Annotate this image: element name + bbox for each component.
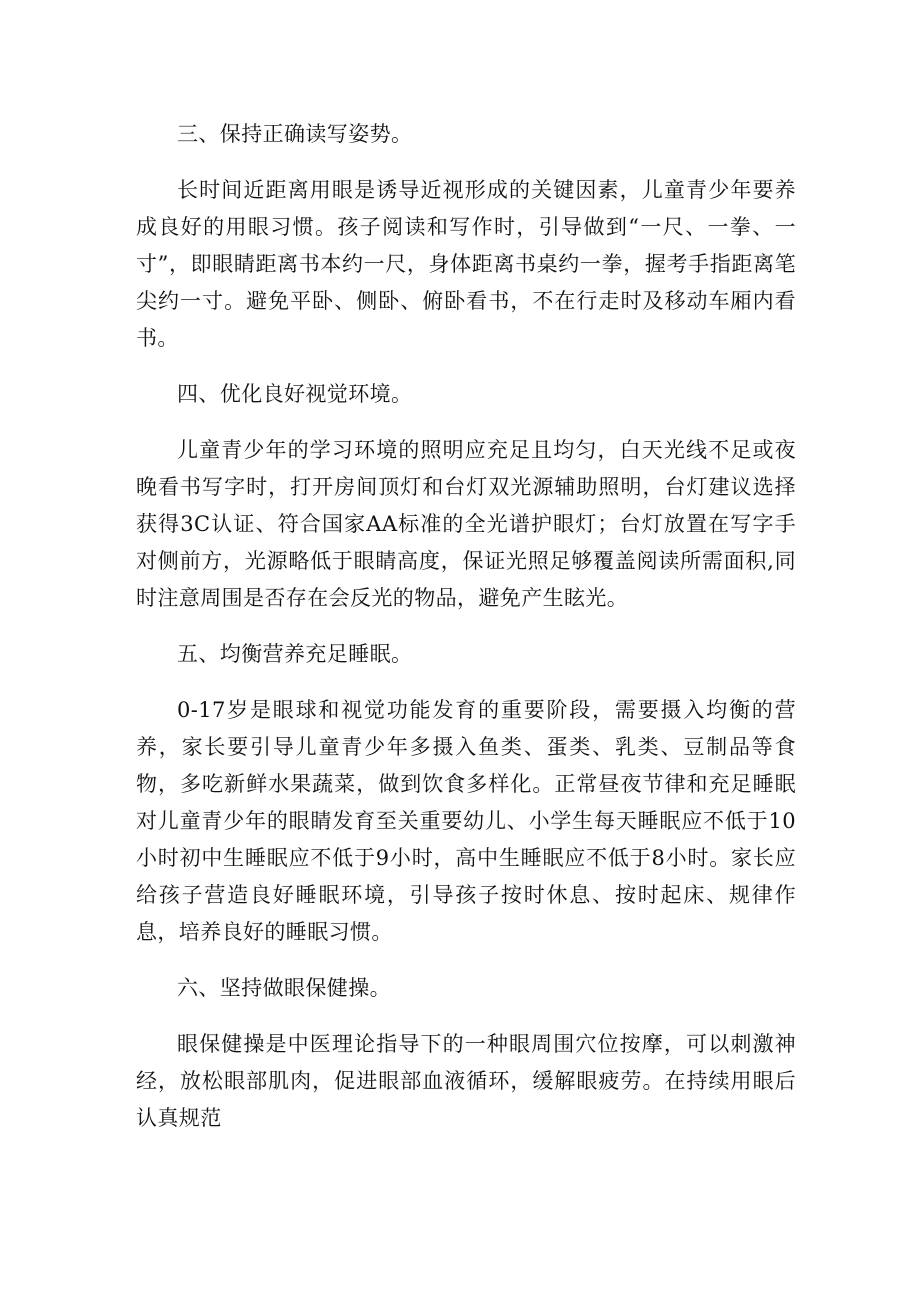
section-heading-6: 六、坚持做眼保健操。 <box>177 976 391 1000</box>
section-paragraph-5: 0-17岁是眼球和视觉功能发育的重要阶段，需要摄入均衡的营养，家长要引导儿童青少年多摄入鱼类、蛋类、乳类、豆制品等食物，多吃新鲜水果蔬菜，做到饮食多样化。正常昼夜节律和充足睡眠对儿童青少年的眼睛发育至关重要幼儿、小学生每天睡眠应不低于10小时初中生睡眠应不低于9小时，高中生睡眠应不低于8小时。家长应给孩子营造良好睡眠环境，引导孩子按时休息、按时起床、规律作息，培养良好的睡眠习惯。 <box>136 698 796 944</box>
document-body <box>136 116 796 1156</box>
section-heading-4: 四、优化良好视觉环境。 <box>177 382 413 406</box>
section-heading-3: 三、保持正确读写姿势。 <box>177 122 413 146</box>
section-paragraph-4: 儿童青少年的学习环境的照明应充足且均匀，白天光线不足或夜晚看书写字时，打开房间顶灯和台灯双光源辅助照明，台灯建议选择获得3C认证、符合国家AA标准的全光谱护眼灯；台灯放置在写字手对侧前方，光源略低于眼睛高度，保证光照足够覆盖阅读所需面积,同时注意周围是否存在会反光的物品，避免产生眩光。 <box>136 438 796 610</box>
section-heading-5: 五、均衡营养充足睡眠。 <box>177 642 413 666</box>
section-paragraph-3: 长时间近距离用眼是诱导近视形成的关键因素，儿童青少年要养成良好的用眼习惯。孩子阅读和写作时，引导做到“一尺、一拳、一寸”，即眼睛距离书本约一尺，身体距离书桌约一拳，握考手指距离笔尖约一寸。避免平卧、侧卧、俯卧看书，不在行走时及移动车厢内看书。 <box>136 178 796 350</box>
section-paragraph-6: 眼保健操是中医理论指导下的一种眼周围穴位按摩，可以刺激神经，放松眼部肌肉，促进眼部血液循环，缓解眼疲劳。在持续用眼后认真规范 <box>136 1032 796 1130</box>
